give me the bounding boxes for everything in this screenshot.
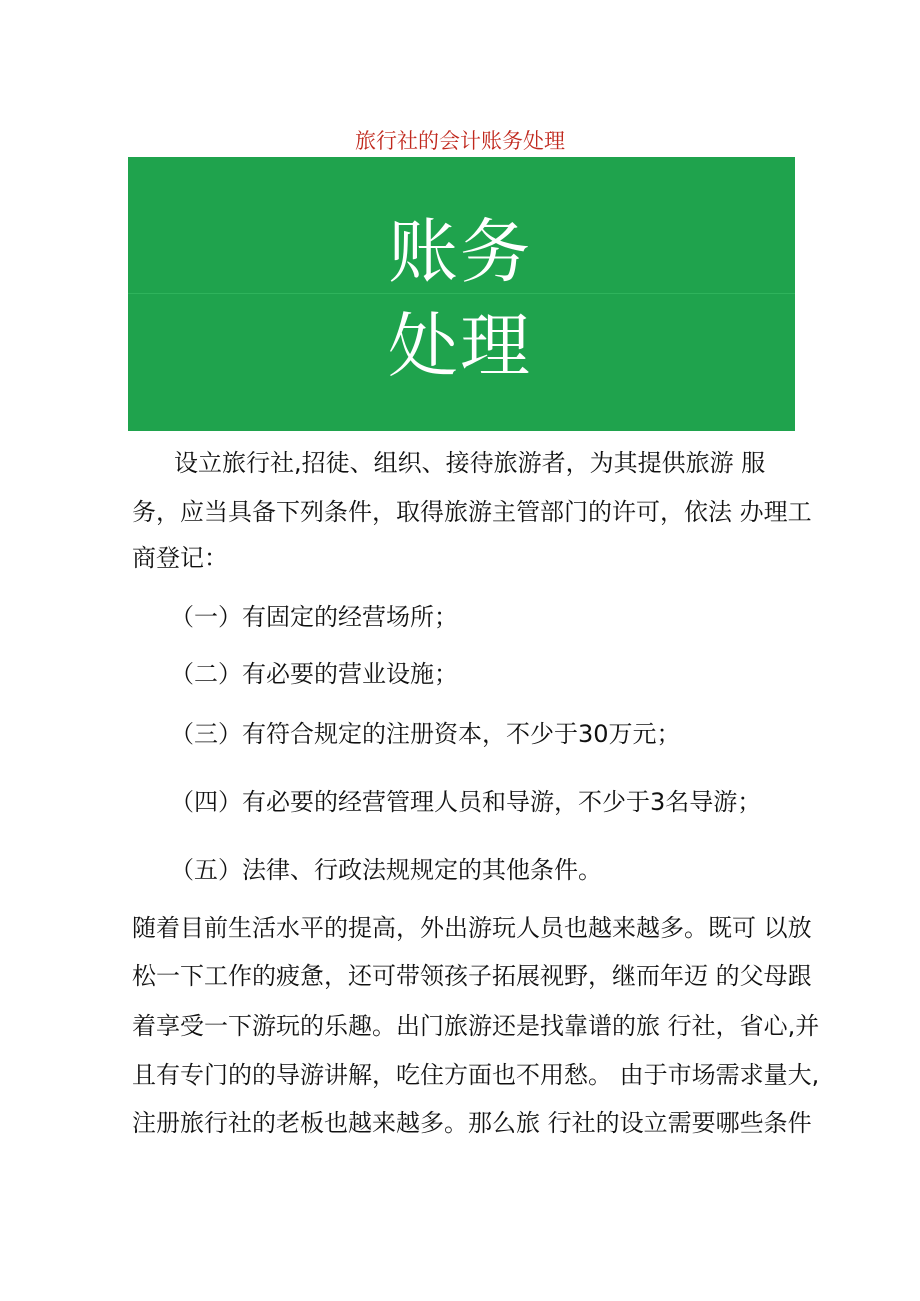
condition-item-1: （一）有固定的经营场所；	[170, 603, 458, 631]
body-line-1: 随着目前生活水平的提高，外出游玩人员也越来越多。既可 以放	[132, 914, 812, 942]
body-line-2: 松一下工作的疲惫，还可带领孩子拓展视野，继而年迈 的父母跟	[132, 962, 812, 990]
body-line-5: 注册旅行社的老板也越来越多。那么旅 行社的设立需要哪些条件	[132, 1109, 812, 1137]
condition-item-2: （二）有必要的营业设施；	[170, 660, 458, 688]
body-line-3: 着享受一下游玩的乐趣。出门旅游还是找靠谱的旅 行社，省心,并	[132, 1012, 820, 1040]
condition-item-5: （五）法律、行政法规规定的其他条件。	[170, 856, 602, 884]
document-title: 旅行社的会计账务处理	[355, 129, 565, 153]
banner-line-2: 处理	[388, 305, 532, 387]
body-line-4: 且有专门的的导游讲解，吃住方面也不用愁。 由于市场需求量大,	[132, 1061, 820, 1089]
intro-line-3: 商登记：	[132, 544, 228, 572]
banner-line-1: 账务	[388, 211, 532, 293]
banner-divider	[128, 293, 795, 294]
intro-line-2: 务，应当具备下列条件，取得旅游主管部门的许可，依法 办理工	[132, 498, 812, 526]
condition-item-3: （三）有符合规定的注册资本，不少于30万元；	[170, 720, 681, 748]
condition-item-4: （四）有必要的经营管理人员和导游，不少于3名导游；	[170, 788, 762, 816]
title-banner	[128, 157, 795, 431]
intro-line-1: 设立旅行社,招徒、组织、接待旅游者，为其提供旅游 服	[174, 449, 766, 477]
